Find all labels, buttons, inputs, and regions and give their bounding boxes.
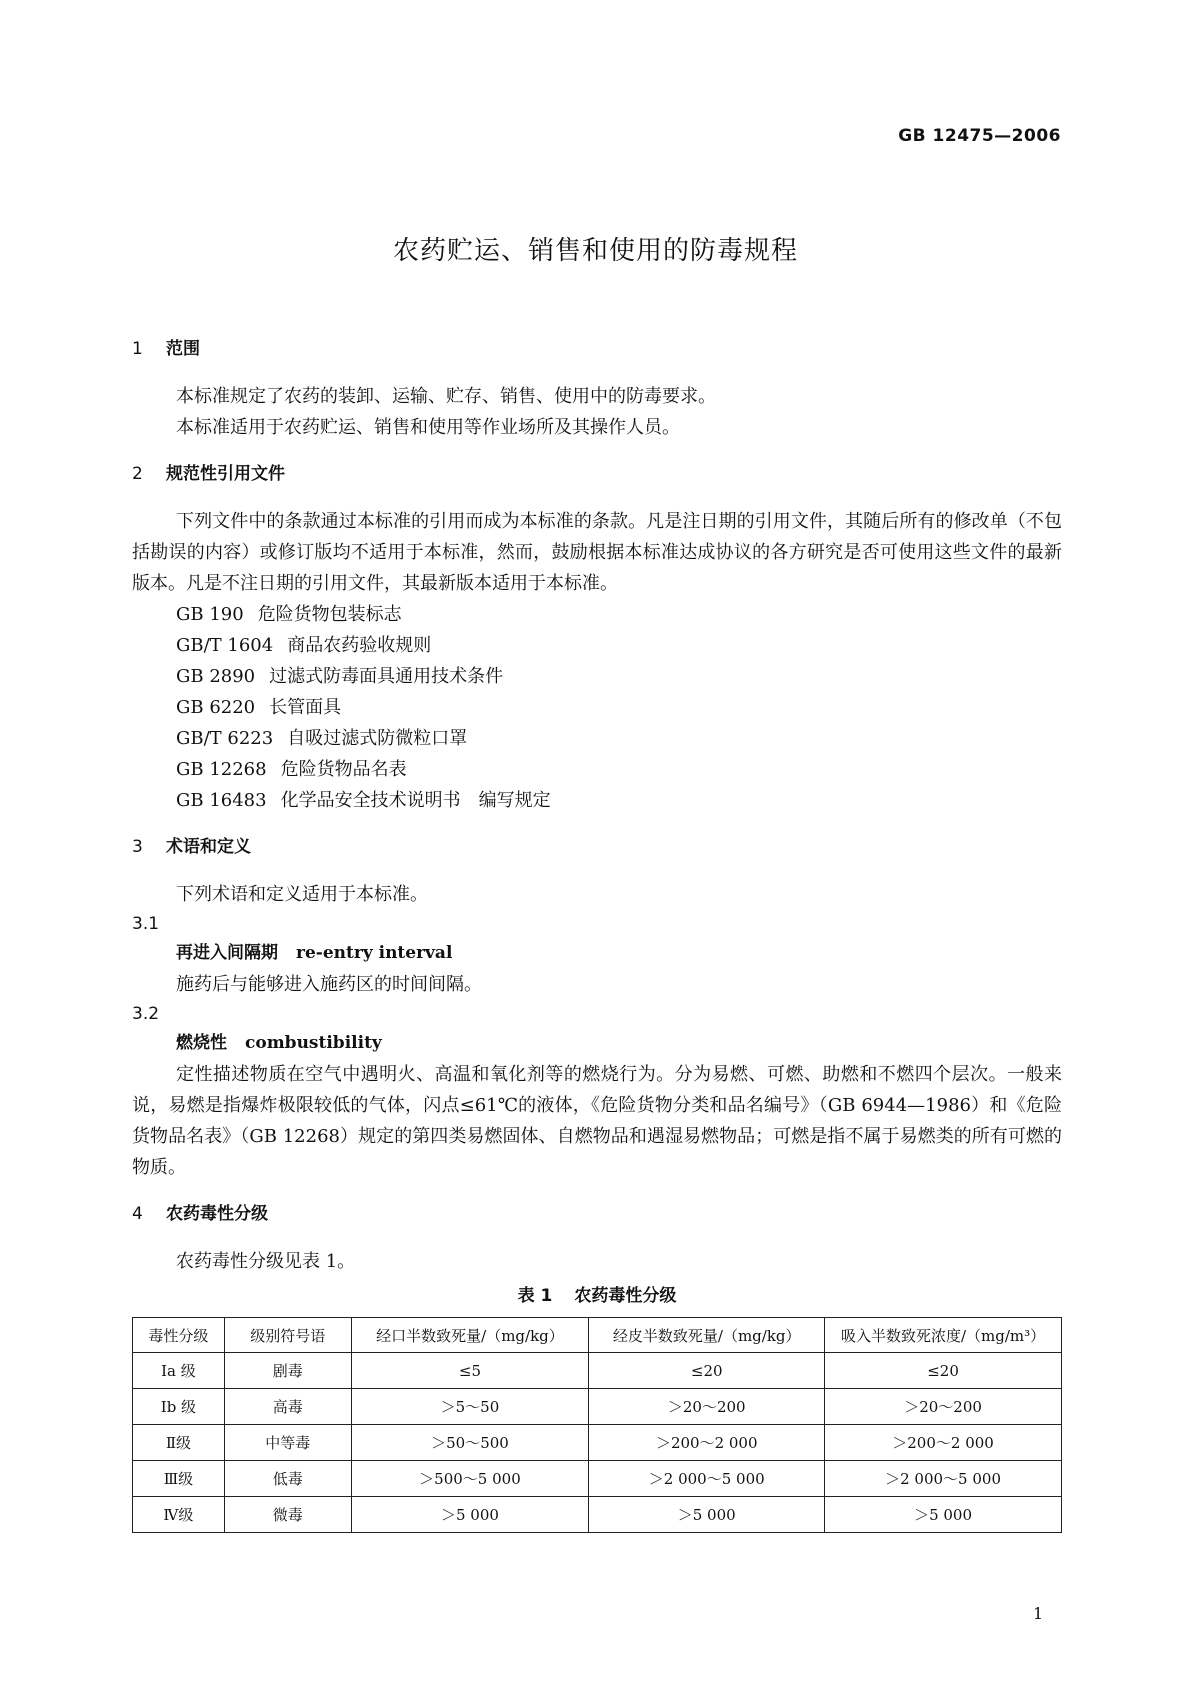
document-body xyxy=(132,336,1062,1533)
table-cell: ≤20 xyxy=(589,1353,825,1389)
reference-item xyxy=(132,599,1062,630)
reference-item xyxy=(132,692,1062,723)
table-cell: ＞200～2 000 xyxy=(589,1425,825,1461)
paragraph: 本标准规定了农药的装卸、运输、贮存、销售、使用中的防毒要求。 xyxy=(176,386,716,407)
table-cell: Ⅳ级 xyxy=(133,1497,225,1533)
reference-item xyxy=(132,630,1062,661)
table-row xyxy=(133,1497,1062,1533)
term-zh: 再进入间隔期 xyxy=(176,943,278,963)
section-4-heading xyxy=(132,1201,1062,1228)
table-header-cell: 毒性分级 xyxy=(133,1318,225,1353)
term-zh: 燃烧性 xyxy=(176,1033,227,1053)
term-heading xyxy=(132,938,1062,969)
table-cell: ＞500～5 000 xyxy=(351,1461,589,1497)
table-header-cell: 吸入半数致死浓度/（mg/m³） xyxy=(825,1318,1062,1353)
table-row xyxy=(133,1389,1062,1425)
reference-title: 化学品安全技术说明书 编写规定 xyxy=(280,790,551,811)
toxicity-classification-table xyxy=(132,1317,1062,1533)
table-cell: ＞5 000 xyxy=(589,1497,825,1533)
table-cell: ＞20～200 xyxy=(589,1389,825,1425)
document-title: 农药贮运、销售和使用的防毒规程 xyxy=(392,236,798,266)
section-1-heading xyxy=(132,336,1062,363)
term-definition: 定性描述物质在空气中遇明火、高温和氧化剂等的燃烧行为。分为易燃、可燃、助燃和不燃四个层次。一般来说，易燃是指爆炸极限较低的气体，闪点≤61℃的液体，《危险货物分类和品名编号》（GB 6944—1986）和《危险货物品名表》（GB 12268）规定的第四类易燃固体、自燃物品和遇湿易燃物品；可燃是指不属于易燃类的所有可燃的物质。 xyxy=(132,1064,1062,1178)
reference-code: GB/T 6223 xyxy=(176,728,274,749)
section-number: 4 xyxy=(132,1204,143,1224)
section-3-heading xyxy=(132,834,1062,861)
reference-title: 危险货物品名表 xyxy=(280,759,407,780)
standard-number: GB 12475—2006 xyxy=(898,126,1061,146)
reference-code: GB 16483 xyxy=(176,790,267,811)
reference-item xyxy=(132,785,1062,816)
reference-code: GB 2890 xyxy=(176,666,256,687)
paragraph: 下列术语和定义适用于本标准。 xyxy=(176,884,428,905)
table-row xyxy=(133,1425,1062,1461)
table-cell: Ⅲ级 xyxy=(133,1461,225,1497)
term-heading xyxy=(132,1028,1062,1059)
table-cell: Ⅱ级 xyxy=(133,1425,225,1461)
page-number: 1 xyxy=(1033,1604,1044,1623)
paragraph: 本标准适用于农药贮运、销售和使用等作业场所及其操作人员。 xyxy=(176,417,680,438)
paragraph: 农药毒性分级见表 1。 xyxy=(176,1251,356,1272)
section-title: 范围 xyxy=(166,339,200,359)
table-header-row xyxy=(133,1318,1062,1353)
table-cell: ≤20 xyxy=(825,1353,1062,1389)
table-cell: 剧毒 xyxy=(224,1353,351,1389)
reference-item xyxy=(132,723,1062,754)
paragraph: 下列文件中的条款通过本标准的引用而成为本标准的条款。凡是注日期的引用文件，其随后所有的修改单（不包括勘误的内容）或修订版均不适用于本标准，然而，鼓励根据本标准达成协议的各方研究是否可使用这些文件的最新版本。凡是不注日期的引用文件，其最新版本适用于本标准。 xyxy=(132,511,1062,594)
term-en: combustibility xyxy=(245,1033,382,1053)
reference-code: GB 6220 xyxy=(176,697,256,718)
term-definition: 施药后与能够进入施药区的时间间隔。 xyxy=(176,974,482,995)
table-cell: ≤5 xyxy=(351,1353,589,1389)
table-cell: ＞5 000 xyxy=(825,1497,1062,1533)
reference-title: 长管面具 xyxy=(269,697,342,718)
reference-title: 危险货物包装标志 xyxy=(257,604,402,625)
table-cell: 微毒 xyxy=(224,1497,351,1533)
section-title: 农药毒性分级 xyxy=(166,1204,268,1224)
table-cell: ＞2 000～5 000 xyxy=(589,1461,825,1497)
section-number: 1 xyxy=(132,339,143,359)
reference-code: GB 12268 xyxy=(176,759,267,780)
table-cell: ＞5 000 xyxy=(351,1497,589,1533)
term-number: 3.2 xyxy=(132,1004,160,1024)
section-2-heading xyxy=(132,461,1062,488)
table-row xyxy=(133,1353,1062,1389)
table-cell: ＞5～50 xyxy=(351,1389,589,1425)
term-number: 3.1 xyxy=(132,914,160,934)
reference-title: 过滤式防毒面具通用技术条件 xyxy=(269,666,504,687)
reference-title: 商品农药验收规则 xyxy=(287,635,432,656)
table-cell: 高毒 xyxy=(224,1389,351,1425)
section-title: 术语和定义 xyxy=(166,837,251,857)
table-header-cell: 经口半数致死量/（mg/kg） xyxy=(351,1318,589,1353)
table-cell: ＞20～200 xyxy=(825,1389,1062,1425)
reference-title: 自吸过滤式防微粒口罩 xyxy=(287,728,468,749)
table-header-cell: 经皮半数致死量/（mg/kg） xyxy=(589,1318,825,1353)
reference-item xyxy=(132,661,1062,692)
table-cell: Ⅰa 级 xyxy=(133,1353,225,1389)
table-caption-number: 表 1 xyxy=(517,1286,553,1306)
reference-item xyxy=(132,754,1062,785)
table-cell: ＞200～2 000 xyxy=(825,1425,1062,1461)
table-cell: ＞50～500 xyxy=(351,1425,589,1461)
table-cell: 中等毒 xyxy=(224,1425,351,1461)
table-caption-title: 农药毒性分级 xyxy=(574,1286,677,1306)
section-number: 3 xyxy=(132,837,143,857)
section-number: 2 xyxy=(132,464,143,484)
table-header-cell: 级别符号语 xyxy=(224,1318,351,1353)
table-cell: 低毒 xyxy=(224,1461,351,1497)
table-cell: ＞2 000～5 000 xyxy=(825,1461,1062,1497)
section-title: 规范性引用文件 xyxy=(166,464,285,484)
reference-code: GB/T 1604 xyxy=(176,635,274,656)
reference-code: GB 190 xyxy=(176,604,244,625)
table-caption xyxy=(132,1283,1062,1309)
normative-references-list xyxy=(132,599,1062,816)
table-cell: Ⅰb 级 xyxy=(133,1389,225,1425)
table-row xyxy=(133,1461,1062,1497)
term-en: re-entry interval xyxy=(296,943,453,963)
